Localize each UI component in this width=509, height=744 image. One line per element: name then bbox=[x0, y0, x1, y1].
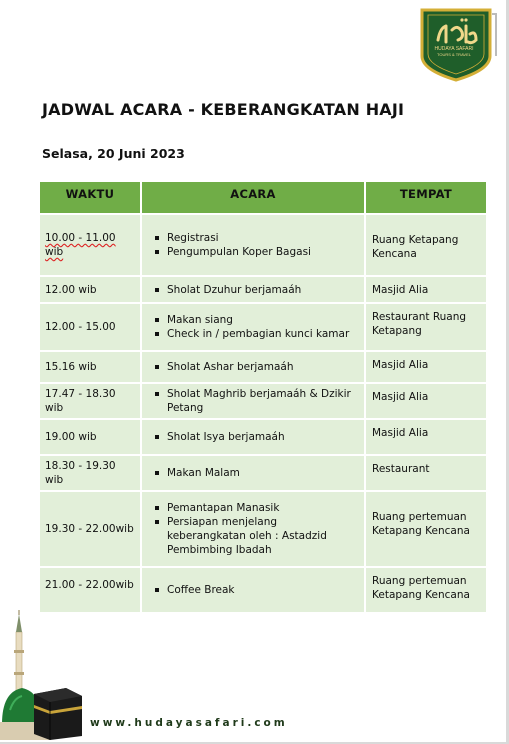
event-date: Selasa, 20 Juni 2023 bbox=[42, 146, 185, 161]
mosque-illustration bbox=[0, 610, 86, 740]
schedule-table bbox=[40, 182, 486, 612]
table-row bbox=[40, 490, 486, 566]
cell-waktu: 18.30 - 19.30 wib bbox=[40, 454, 142, 490]
page-title: JADWAL ACARA - KEBERANGKATAN HAJI bbox=[42, 100, 405, 119]
cell-acara bbox=[142, 490, 366, 566]
cell-waktu: 12.00 - 15.00 bbox=[40, 302, 142, 350]
cell-acara bbox=[142, 382, 366, 418]
list-item: Makan siang bbox=[167, 313, 359, 327]
list-item: Registrasi bbox=[167, 231, 359, 245]
list-item: Sholat Dzuhur berjamaáh bbox=[167, 283, 359, 297]
list-item: Sholat Isya berjamaáh bbox=[167, 430, 359, 444]
cell-tempat: Restaurant bbox=[366, 454, 486, 490]
cell-acara bbox=[142, 566, 366, 612]
mosque-icon bbox=[0, 610, 86, 740]
list-item: Sholat Ashar berjamaáh bbox=[167, 360, 359, 374]
logo-text bbox=[418, 46, 490, 58]
cell-tempat: Masjid Alia bbox=[366, 382, 486, 418]
table-row bbox=[40, 213, 486, 275]
table-row bbox=[40, 566, 486, 612]
cell-tempat: Masjid Alia bbox=[366, 275, 486, 302]
logo-shield-icon bbox=[418, 6, 500, 84]
cell-waktu: 19.30 - 22.00wib bbox=[40, 490, 142, 566]
cell-tempat: Ruang Ketapang Kencana bbox=[366, 213, 486, 275]
table-row bbox=[40, 302, 486, 350]
hudaya-logo bbox=[418, 6, 500, 84]
cell-tempat: Ruang pertemuan Ketapang Kencana bbox=[366, 490, 486, 566]
cell-acara bbox=[142, 350, 366, 382]
cell-waktu: 12.00 wib bbox=[40, 275, 142, 302]
list-item: Coffee Break bbox=[167, 583, 359, 597]
cell-waktu bbox=[40, 213, 142, 275]
table-row bbox=[40, 382, 486, 418]
website-url: www.hudayasafari.com bbox=[90, 717, 288, 729]
table-header-row bbox=[40, 182, 486, 213]
list-item: Makan Malam bbox=[167, 466, 359, 480]
cell-waktu: 15.16 wib bbox=[40, 350, 142, 382]
cell-acara bbox=[142, 418, 366, 454]
logo-line2: TOURS & TRAVEL bbox=[436, 52, 471, 57]
cell-acara bbox=[142, 454, 366, 490]
header-tempat: TEMPAT bbox=[366, 182, 486, 213]
list-item: Sholat Maghrib berjamaáh & Dzikir Petang bbox=[167, 387, 359, 415]
cell-tempat: Masjid Alia bbox=[366, 418, 486, 454]
logo-line1: HUDAYA SAFARI bbox=[434, 46, 474, 52]
cell-tempat: Ruang pertemuan Ketapang Kencana bbox=[366, 566, 486, 612]
list-item: Persiapan menjelang keberangkatan oleh : Astadzid Pembimbing Ibadah bbox=[167, 515, 359, 557]
cell-tempat: Masjid Alia bbox=[366, 350, 486, 382]
table-row bbox=[40, 275, 486, 302]
cell-waktu: 19.00 wib bbox=[40, 418, 142, 454]
cell-acara bbox=[142, 302, 366, 350]
list-item: Pemantapan Manasik bbox=[167, 501, 359, 515]
cell-acara bbox=[142, 275, 366, 302]
table-row bbox=[40, 454, 486, 490]
list-item: Pengumpulan Koper Bagasi bbox=[167, 245, 359, 259]
cell-waktu: 17.47 - 18.30 wib bbox=[40, 382, 142, 418]
cell-tempat: Restaurant Ruang Ketapang bbox=[366, 302, 486, 350]
table-row bbox=[40, 418, 486, 454]
list-item: Check in / pembagian kunci kamar bbox=[167, 327, 359, 341]
header-acara: ACARA bbox=[142, 182, 366, 213]
cell-acara bbox=[142, 213, 366, 275]
table-row bbox=[40, 350, 486, 382]
header-waktu: WAKTU bbox=[40, 182, 142, 213]
waktu-text: 10.00 - 11.00 wib bbox=[45, 232, 116, 258]
cell-waktu: 21.00 - 22.00wib bbox=[40, 566, 142, 612]
